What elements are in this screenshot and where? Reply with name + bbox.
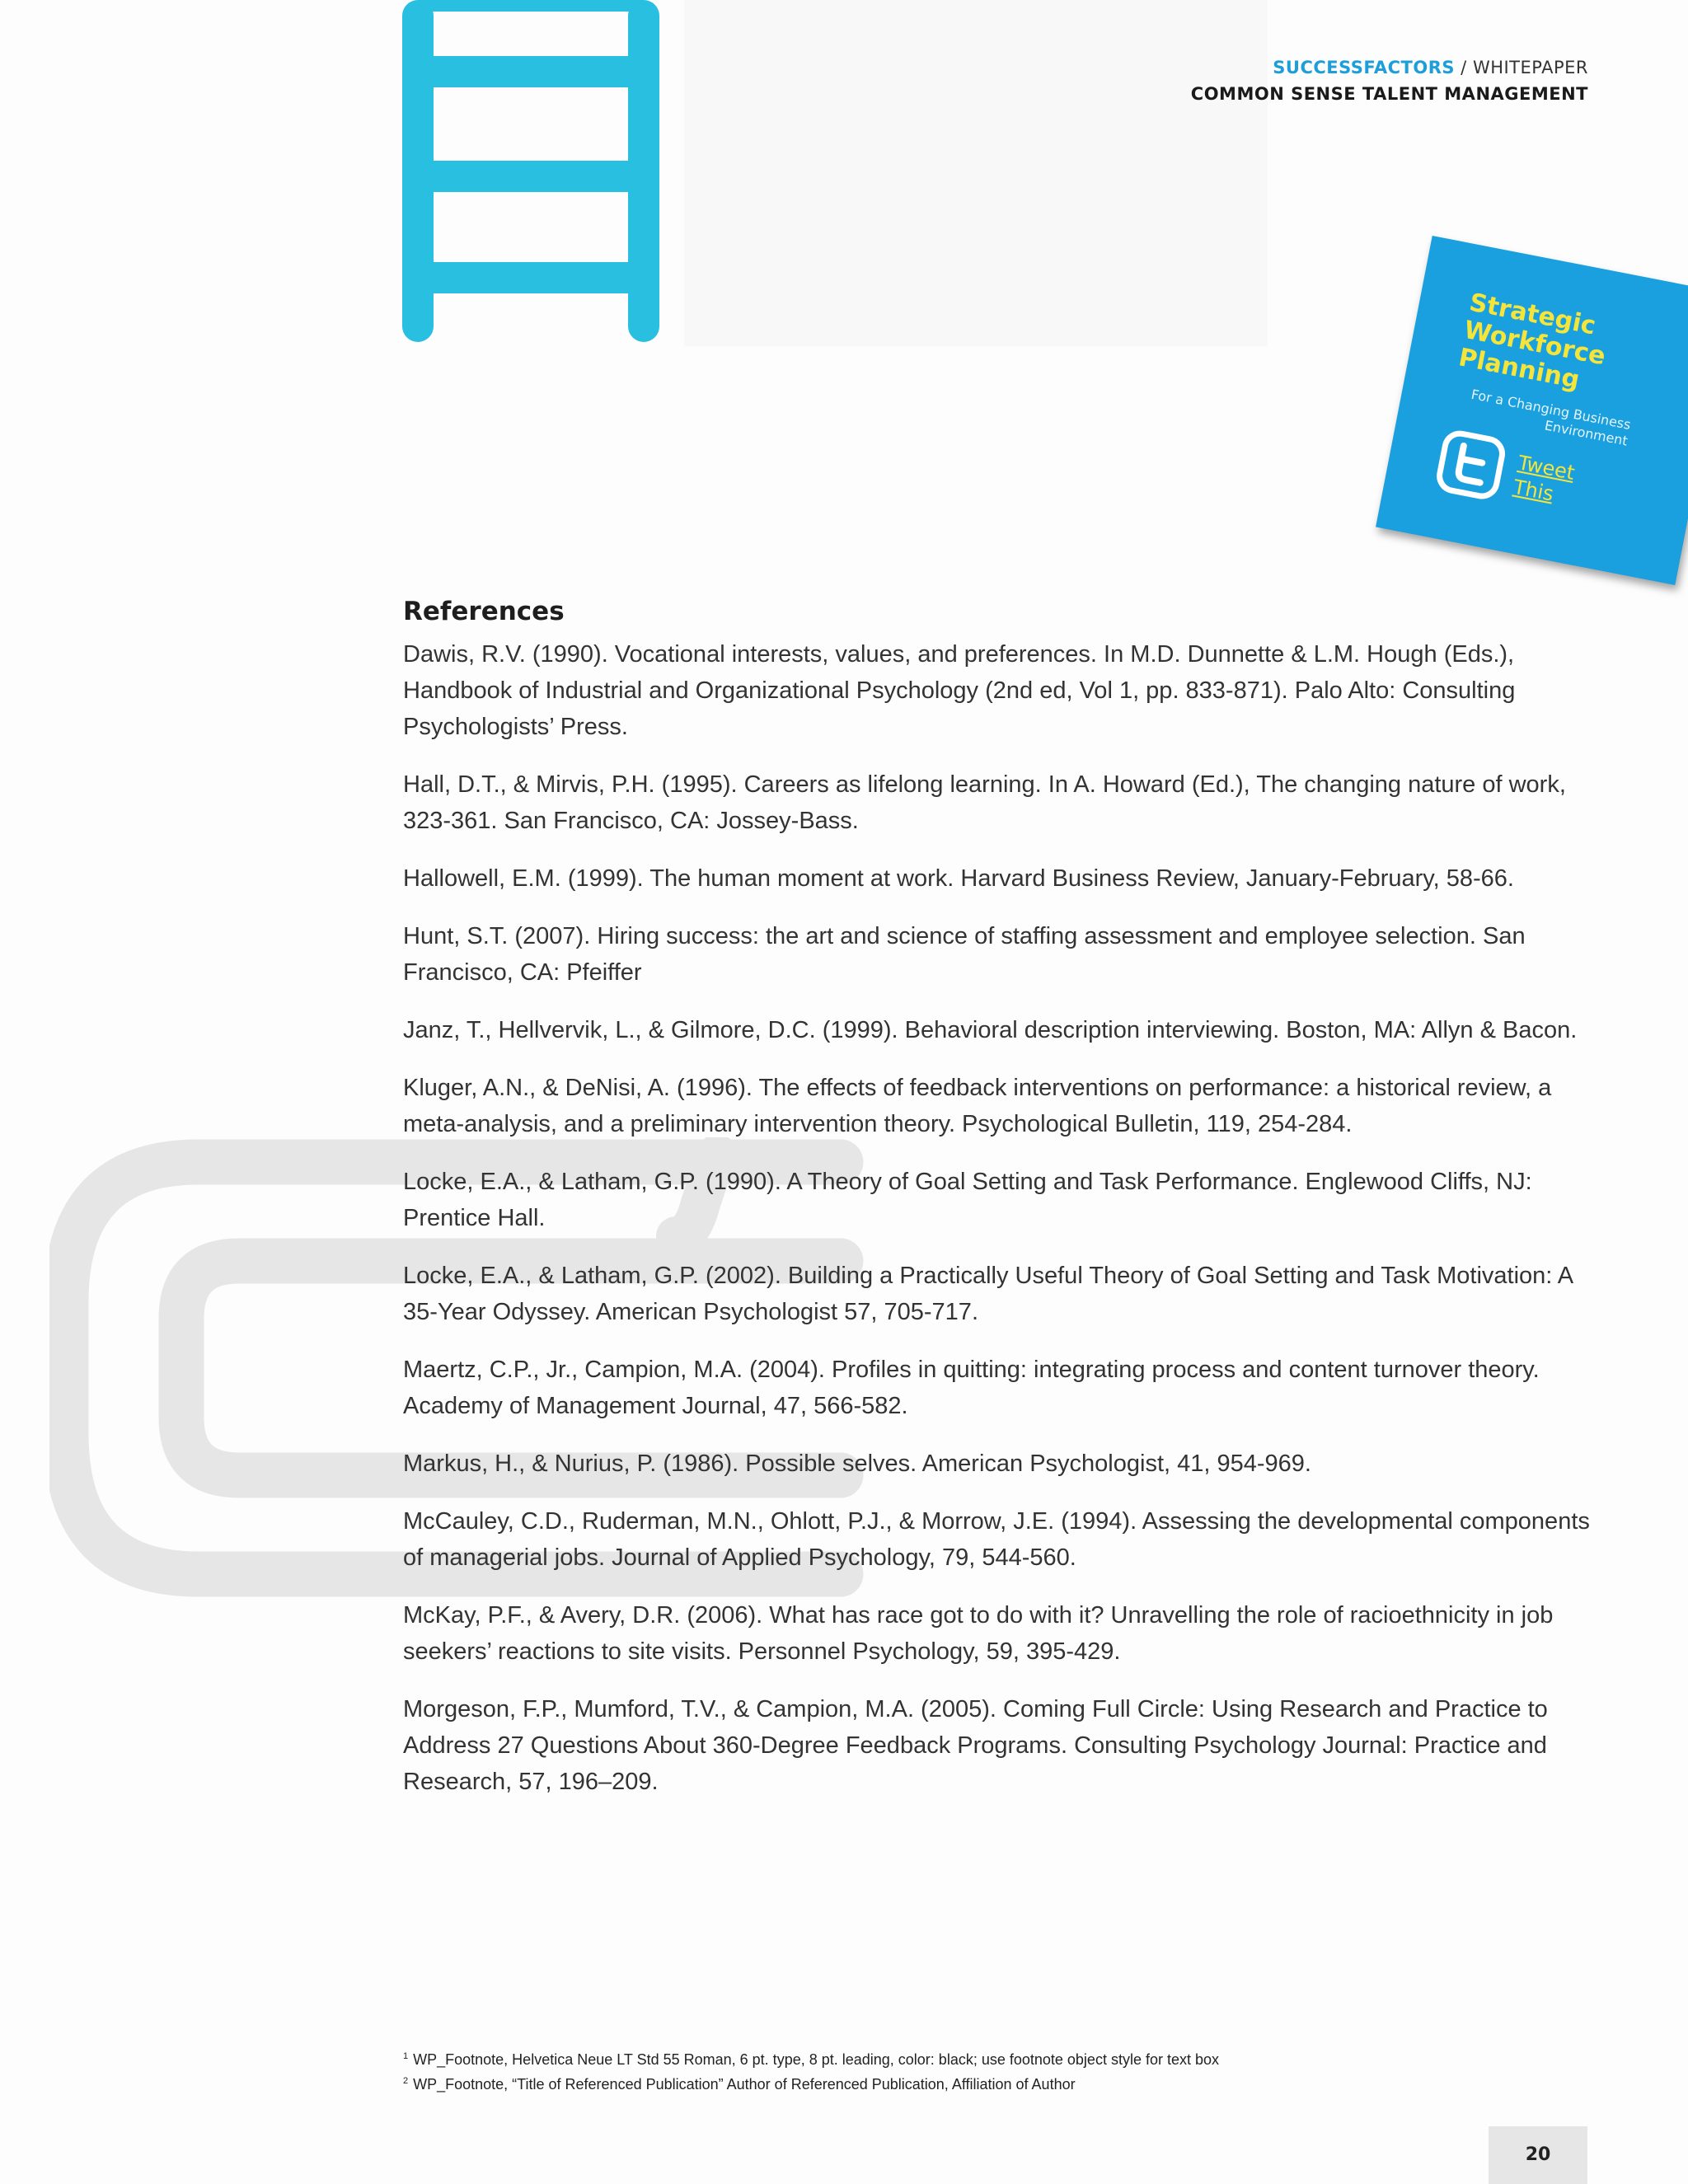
reference-item: Janz, T., Hellvervik, L., & Gilmore, D.C. (1999). Behavioral description interviewing. Boston, MA: Allyn & Bacon. — [403, 1017, 1578, 1043]
promo-subtitle: For a Changing Business Environment — [1470, 386, 1633, 449]
reference-item: Locke, E.A., & Latham, G.P. (2002). Building a Practically Useful Theory of Goal Setting and Task Motivation: A 35-Year Odyssey. American Psychologist 57, 705-717. — [403, 1263, 1573, 1325]
reference-item: Locke, E.A., & Latham, G.P. (1990). A Theory of Goal Setting and Task Performance. Englewood Cliffs, NJ: Prentice Hall. — [403, 1169, 1532, 1231]
references-section — [403, 593, 1590, 1821]
header-separator: / — [1455, 58, 1473, 77]
header-line-1 — [1191, 54, 1588, 81]
reference-item: Markus, H., & Nurius, P. (1986). Possible selves. American Psychologist, 41, 954-969. — [403, 1451, 1311, 1477]
footnotes — [403, 2046, 1359, 2095]
footnote-1 — [403, 2046, 1359, 2070]
footnote-text: WP_Footnote, “Title of Referenced Publication” Author of Referenced Publication, Affiliation of Author — [413, 2076, 1076, 2093]
header-background-panel — [684, 0, 1268, 346]
reference-item: Hunt, S.T. (2007). Hiring success: the art and science of staffing assessment and employee selection. San Francisco, CA: Pfeiffer — [403, 923, 1526, 986]
reference-item: Maertz, C.P., Jr., Campion, M.A. (2004). Profiles in quitting: integrating process and content turnover theory. Academy of Management Journal, 47, 566-582. — [403, 1357, 1540, 1419]
document-title: COMMON SENSE TALENT MANAGEMENT — [1190, 84, 1588, 104]
promo-tile — [1376, 236, 1688, 585]
promo-title: Strategic Workforce Planning — [1456, 288, 1608, 395]
footnote-2 — [403, 2070, 1359, 2095]
reference-item: Hall, D.T., & Mirvis, P.H. (1995). Careers as lifelong learning. In A. Howard (Ed.), The changing nature of work, 323-361. San Francisco, CA: Jossey-Bass. — [403, 771, 1566, 834]
reference-item: McCauley, C.D., Ruderman, M.N., Ohlott, P.J., & Morrow, J.E. (1994). Assessing the developmental components of managerial jobs. Journal of Applied Psychology, 79, 544-560. — [403, 1508, 1590, 1571]
brand-label: SUCCESSFACTORS — [1273, 58, 1455, 77]
reference-item: Dawis, R.V. (1990). Vocational interests, values, and preferences. In M.D. Dunnette & L.M. Hough (Eds.), Handbook of Industrial and Organizational Psychology (2nd ed, Vol 1, pp. 833-871). Palo Alto: Consulting Psychologists’ Press. — [403, 641, 1516, 740]
references-heading: References — [403, 597, 565, 626]
footnote-mark: 2 — [403, 2076, 409, 2086]
document-header — [1191, 54, 1588, 107]
reference-item: Morgeson, F.P., Mumford, T.V., & Campion, M.A. (2005). Coming Full Circle: Using Research and Practice to Address 27 Questions About 360-Degree Feedback Programs. Consulting Psychology Journal: Practice and Research, 57, 196–209. — [403, 1696, 1548, 1795]
twitter-icon[interactable] — [1433, 427, 1508, 502]
reference-item: Hallowell, E.M. (1999). The human moment at work. Harvard Business Review, January-February, 58-66. — [403, 865, 1514, 892]
section-label: WHITEPAPER — [1472, 58, 1588, 77]
reference-item: Kluger, A.N., & DeNisi, A. (1996). The effects of feedback interventions on performance: a historical review, a meta-analysis, and a preliminary intervention theory. Psychological Bulletin, 119, 254-284. — [403, 1075, 1552, 1137]
tweet-this-link[interactable]: Tweet This — [1511, 451, 1577, 506]
footnote-text: WP_Footnote, Helvetica Neue LT Std 55 Roman, 6 pt. type, 8 pt. leading, color: black; use footnote object style for text box — [413, 2051, 1219, 2068]
reference-item: McKay, P.F., & Avery, D.R. (2006). What has race got to do with it? Unravelling the role of racioethnicity in job seekers’ reactions to site visits. Personnel Psychology, 59, 395-429. — [403, 1602, 1554, 1665]
footnote-mark: 1 — [403, 2051, 409, 2061]
page-number: 20 — [1489, 2126, 1587, 2184]
ladder-graphic — [402, 0, 659, 359]
